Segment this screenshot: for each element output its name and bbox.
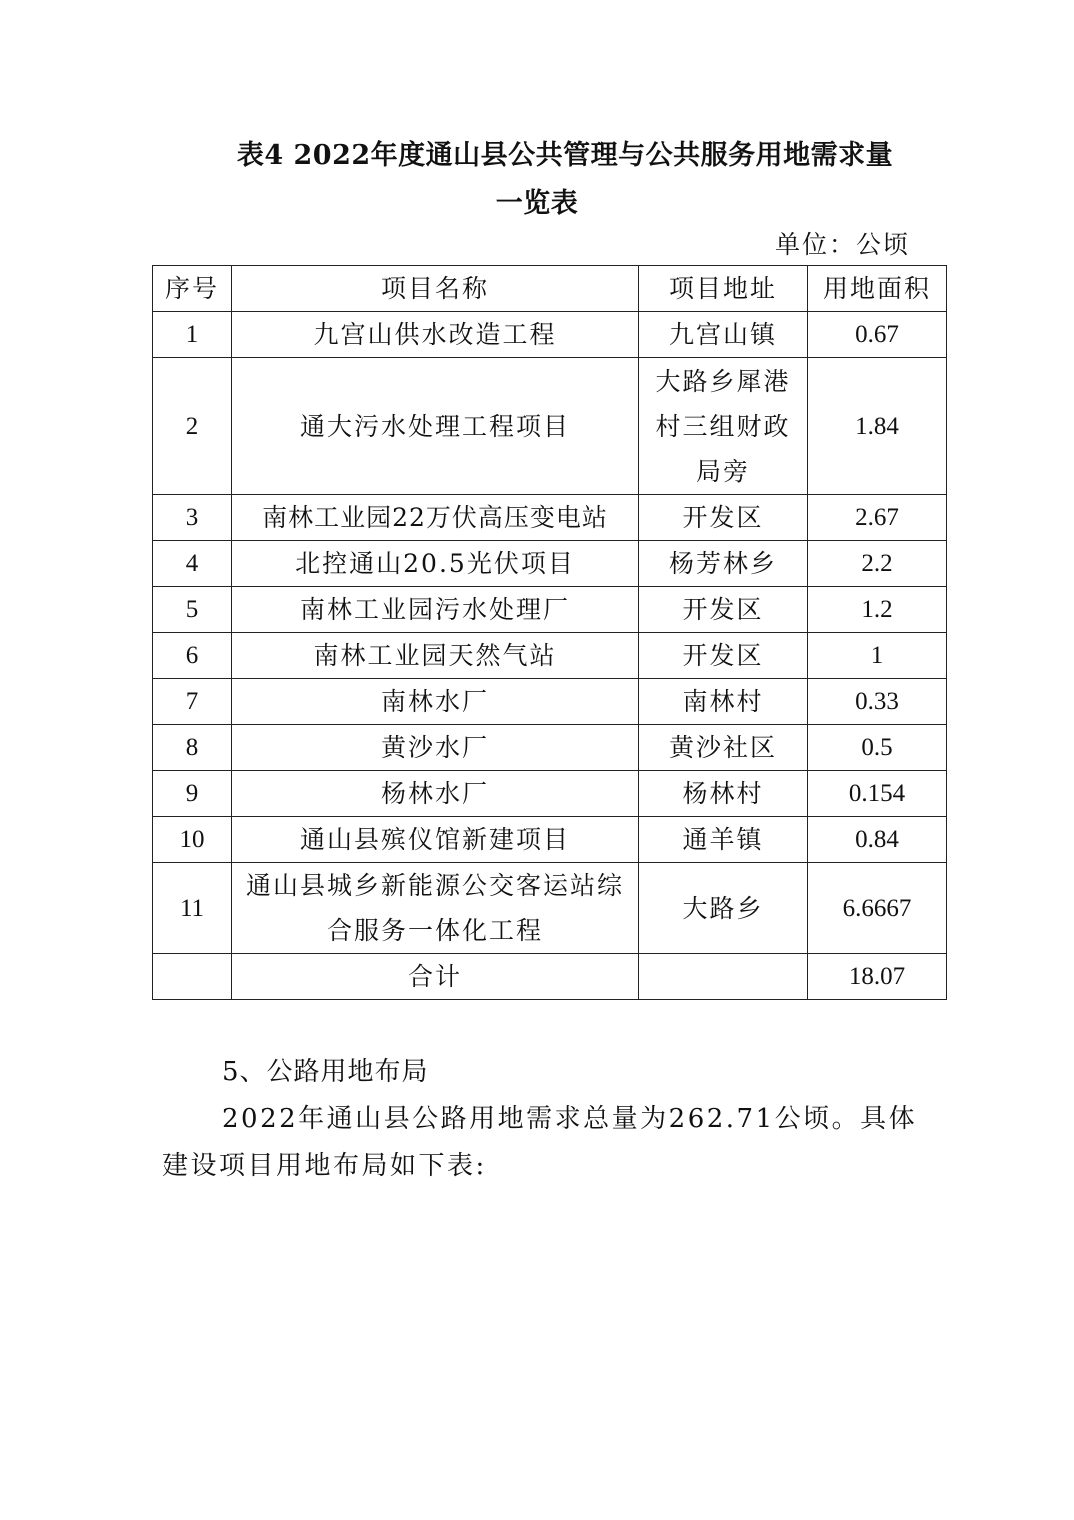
table-row [153,312,947,358]
section-heading: 5、公路用地布局 [222,1057,429,1087]
total-no-empty [153,954,232,1000]
row-no: 8 [153,725,232,771]
row-name: 通山县城乡新能源公交客运站综合服务一体化工程 [232,863,639,954]
table-row [153,358,947,495]
row-addr: 开发区 [639,587,808,633]
total-label: 合计 [232,954,639,1000]
table-row [153,863,947,954]
row-area: 1.2 [808,587,947,633]
total-area: 18.07 [808,954,947,1000]
land-demand-table [152,265,947,1000]
table-header-row [153,266,947,312]
total-addr-empty [639,954,808,1000]
header-no: 序号 [153,266,232,312]
row-no: 6 [153,633,232,679]
row-area: 1.84 [808,358,947,495]
row-area: 2.67 [808,495,947,541]
row-no: 3 [153,495,232,541]
row-no: 10 [153,817,232,863]
row-area: 6.6667 [808,863,947,954]
row-addr: 杨芳林乡 [639,541,808,587]
row-name: 杨林水厂 [232,771,639,817]
row-name: 九宫山供水改造工程 [232,312,639,358]
table-total-row [153,954,947,1000]
header-name: 项目名称 [232,266,639,312]
row-addr: 九宫山镇 [639,312,808,358]
row-area: 0.84 [808,817,947,863]
row-area: 0.154 [808,771,947,817]
table-row [153,725,947,771]
row-name: 南林工业园污水处理厂 [232,587,639,633]
table-row [153,495,947,541]
header-addr: 项目地址 [639,266,808,312]
table-row [153,771,947,817]
row-no: 11 [153,863,232,954]
row-area: 1 [808,633,947,679]
row-addr: 开发区 [639,495,808,541]
unit-label: 单位：公顷 [774,230,910,259]
row-area: 2.2 [808,541,947,587]
row-name: 北控通山20.5光伏项目 [232,541,639,587]
header-area: 用地面积 [808,266,947,312]
table-row [153,679,947,725]
table-row [153,587,947,633]
row-area: 0.5 [808,725,947,771]
row-no: 7 [153,679,232,725]
row-addr: 开发区 [639,633,808,679]
row-addr: 南林村 [639,679,808,725]
table-title-line2: 一览表 [495,188,579,219]
table-row [153,541,947,587]
row-no: 1 [153,312,232,358]
row-name: 南林工业园天然气站 [232,633,639,679]
row-addr: 黄沙社区 [639,725,808,771]
row-no: 5 [153,587,232,633]
table-title-line1: 表4 2022年度通山县公共管理与公共服务用地需求量 [236,140,894,171]
row-addr: 杨林村 [639,771,808,817]
row-no: 4 [153,541,232,587]
table-row [153,817,947,863]
row-name: 黄沙水厂 [232,725,639,771]
table-row [153,633,947,679]
row-name: 通山县殡仪馆新建项目 [232,817,639,863]
row-area: 0.33 [808,679,947,725]
row-addr: 大路乡犀港村三组财政局旁 [639,358,808,495]
row-area: 0.67 [808,312,947,358]
row-name: 南林水厂 [232,679,639,725]
body-text-line1: 2022年通山县公路用地需求总量为262.71公顷。具体 [222,1104,918,1134]
row-name: 南林工业园22万伏高压变电站 [232,495,639,541]
row-no: 2 [153,358,232,495]
row-addr: 通羊镇 [639,817,808,863]
row-name: 通大污水处理工程项目 [232,358,639,495]
row-no: 9 [153,771,232,817]
body-text-line2: 建设项目用地布局如下表: [162,1151,487,1181]
row-addr: 大路乡 [639,863,808,954]
